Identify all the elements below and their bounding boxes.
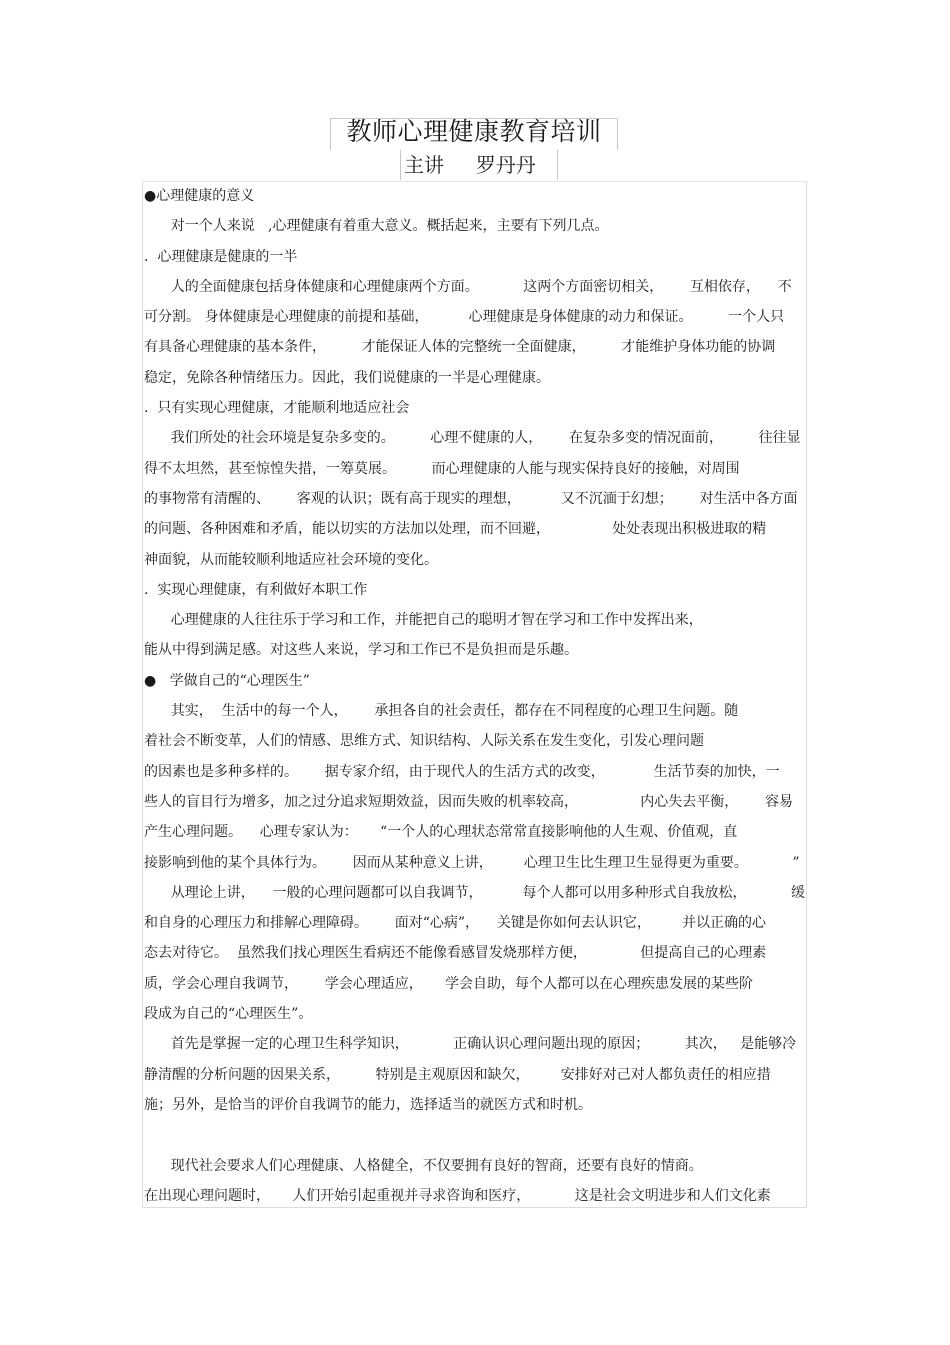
body-line: 静清醒的分析问题的因果关系， 特别是主观原因和缺欠， 安排好对己对人都负责任的相应措 xyxy=(144,1066,771,1083)
author-line: 主讲 罗丹丹 xyxy=(404,153,536,177)
body-line: 我们所处的社会环境是复杂多变的。 心理不健康的人， 在复杂多变的情况面前， 往往显 xyxy=(144,430,801,447)
body-line: 现代社会要求人们心理健康、人格健全，不仅要拥有良好的智商，还要有良好的情商。 xyxy=(144,1157,703,1174)
body-line: 接影响到他的某个具体行为。 因而从某种意义上讲， 心理卫生比生理卫生显得更为重要。 ” xyxy=(144,854,800,871)
document-title: 教师心理健康教育培训 xyxy=(346,117,602,146)
body-line xyxy=(144,1120,806,1150)
document-body xyxy=(144,181,806,1211)
body-line: . 心理健康是健康的一半 xyxy=(144,248,298,265)
body-line: ●心理健康的意义 xyxy=(144,188,255,204)
body-line: 对一个人来说 ,心理健康有着重大意义。概括起来，主要有下列几点。 xyxy=(144,218,609,235)
body-line: 其实， 生活中的每一个人， 承担各自的社会责任，都存在不同程度的心理卫生问题。随 xyxy=(144,703,739,720)
body-line: 可分割。 身体健康是心理健康的前提和基础， 心理健康是身体健康的动力和保证。 一个人只 xyxy=(144,309,785,326)
body-line: 态去对待它。 虽然我们找心理医生看病还不能像看感冒发烧那样方便， 但提高自己的心理素 xyxy=(144,945,767,962)
body-line: 产生心理问题。 心理专家认为： “一个人的心理状态常常直接影响他的人生观、价值观，直 xyxy=(144,824,738,841)
body-line: 和自身的心理压力和排解心理障碍。 面对“心病”， 关键是你如何去认识它， 并以正确的心 xyxy=(144,915,766,932)
body-line: 有具备心理健康的基本条件， 才能保证人体的完整统一全面健康， 才能维护身体功能的协调 xyxy=(144,339,776,356)
body-line: 些人的盲目行为增多，加之过分追求短期效益，因而失败的机率较高， 内心失去平衡， 容易 xyxy=(144,793,794,810)
body-line: 神面貌，从而能较顺利地适应社会环境的变化。 xyxy=(144,551,438,568)
body-line: . 实现心理健康，有利做好本职工作 xyxy=(144,581,368,598)
body-line: 得不太坦然，甚至惊惶失措，一筹莫展。 而心理健康的人能与现实保持良好的接触，对周围 xyxy=(144,460,740,477)
body-line: 的事物常有清醒的、 客观的认识；既有高于现实的理想， 又不沉湎于幻想； 对生活中各方面 xyxy=(144,490,798,507)
body-line: 的问题、各种困难和矛盾，能以切实的方法加以处理，而不回避， 处处表现出积极进取的精 xyxy=(144,521,767,538)
body-line: 段成为自己的“心理医生”。 xyxy=(144,1006,313,1023)
body-line: 能从中得到满足感。对这些人来说，学习和工作已不是负担而是乐趣。 xyxy=(144,642,578,659)
body-line: 心理健康的人往往乐于学习和工作，并能把自己的聪明才智在学习和工作中发挥出来， xyxy=(144,612,703,629)
body-line: . 只有实现心理健康，才能顺利地适应社会 xyxy=(144,400,410,417)
body-line: 着社会不断变革，人们的情感、思维方式、知识结构、人际关系在发生变化，引发心理问题 xyxy=(144,733,704,750)
body-line: 首先是掌握一定的心理卫生科学知识， 正确认识心理问题出现的原因； 其次， 是能够冷 xyxy=(144,1036,797,1053)
body-line: 的因素也是多种多样的。 据专家介绍，由于现代人的生活方式的改变， 生活节奏的加快，一 xyxy=(144,763,780,780)
body-line: 质，学会心理自我调节， 学会心理适应， 学会自助，每个人都可以在心理疾患发展的某些阶 xyxy=(144,975,753,992)
body-line: ● 学做自己的“心理医生” xyxy=(144,672,310,689)
body-line: 施；另外，是恰当的评价自我调节的能力，选择适当的就医方式和时机。 xyxy=(144,1096,592,1113)
body-line: 在出现心理问题时， 人们开始引起重视并寻求咨询和医疗， 这是社会文明进步和人们文化素 xyxy=(144,1187,771,1204)
body-line: 人的全面健康包括身体健康和心理健康两个方面。 这两个方面密切相关， 互相依存， 不 xyxy=(144,278,792,295)
body-line: 稳定，免除各种情绪压力。因此，我们说健康的一半是心理健康。 xyxy=(144,369,550,386)
body-line: 从理论上讲， 一般的心理问题都可以自我调节， 每个人都可以用多种形式自我放松， 缓 xyxy=(144,884,806,901)
